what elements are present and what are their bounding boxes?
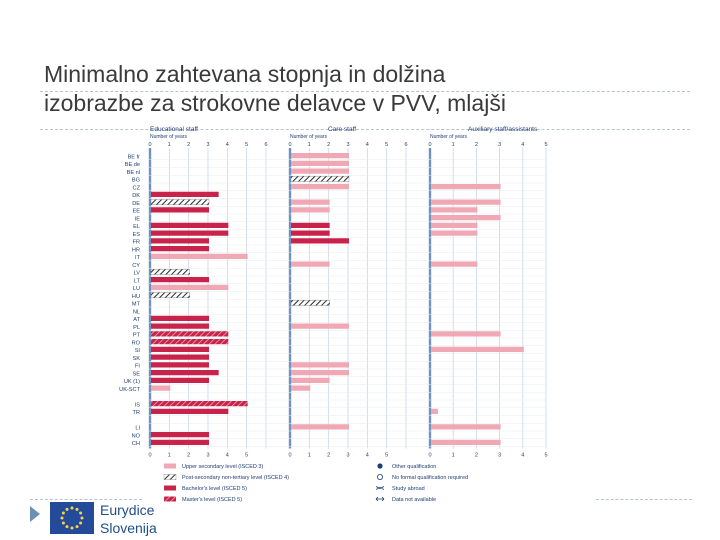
tick-label: 0: [288, 142, 292, 148]
tick-label: 5: [245, 452, 249, 459]
country-label: DE: [132, 200, 140, 207]
bullet-arrow-icon: [30, 506, 40, 522]
legend-swatch: [164, 486, 176, 491]
legend-label: Post-secondary non-tertiary level (ISCED 4): [182, 475, 289, 481]
tick-label: 0: [288, 452, 292, 459]
bar: [151, 269, 190, 274]
country-label: FI: [135, 363, 140, 370]
country-label: NO: [131, 433, 140, 440]
bar: [151, 331, 228, 336]
bar: [291, 424, 349, 429]
legend-item: [164, 464, 263, 471]
bar: [291, 176, 349, 181]
country-label: IE: [134, 216, 140, 223]
bar: [291, 300, 330, 305]
bar: [151, 223, 228, 228]
tick-label: 2: [474, 142, 478, 148]
tick-label: 2: [474, 452, 478, 459]
bar: [151, 316, 209, 321]
country-label: AT: [133, 317, 140, 323]
tick-label: 5: [544, 452, 548, 459]
bar: [151, 192, 219, 197]
country-label: CY: [132, 262, 140, 269]
legend-label: No formal qualification required: [392, 475, 469, 481]
country-label: SE: [132, 371, 140, 378]
tick-label: 4: [225, 452, 229, 459]
bar: [431, 215, 501, 220]
bar: [431, 331, 501, 336]
country-label: CZ: [132, 185, 140, 192]
bar: [291, 207, 330, 212]
legend-label: Upper secondary level (ISCED 3): [182, 464, 264, 470]
bar: [291, 262, 330, 267]
logo-line1: Eurydice: [100, 502, 155, 518]
bar: [151, 231, 228, 236]
title-divider: [40, 91, 690, 92]
legend-item: [164, 486, 247, 493]
country-label: NL: [132, 309, 140, 316]
bar: [431, 207, 477, 212]
bar: [431, 424, 501, 429]
footer-divider-right: [596, 499, 692, 500]
country-label: LT: [133, 278, 140, 285]
tick-label: 0: [428, 142, 432, 148]
tick-label: 5: [245, 142, 249, 148]
tick-label: 4: [225, 142, 229, 148]
country-label: TR: [132, 410, 140, 416]
tick-label: 1: [451, 452, 455, 459]
tick-label: 1: [307, 142, 311, 148]
bar: [291, 223, 330, 228]
bar: [431, 409, 438, 414]
bar: [151, 370, 219, 375]
tick-label: 2: [327, 142, 331, 148]
bar: [431, 231, 477, 236]
tick-label: 1: [307, 452, 311, 459]
bar: [431, 200, 501, 205]
legend-label: Bachelor's level (ISCED 5): [182, 486, 247, 492]
bar: [151, 324, 209, 329]
bar: [291, 386, 310, 391]
tick-label: 6: [264, 142, 268, 148]
country-label: BG: [131, 177, 140, 184]
bar: [151, 238, 209, 243]
legend-item: [377, 474, 468, 481]
tick-label: 3: [498, 452, 502, 459]
eurydice-logo: [30, 498, 210, 540]
eu-flag-icon: [50, 502, 94, 534]
country-label: IS: [134, 402, 140, 409]
bar: [151, 378, 209, 383]
country-label: RO: [131, 340, 140, 347]
chart: [112, 124, 552, 506]
tick-label: 4: [365, 452, 369, 459]
tick-label: 3: [346, 142, 350, 148]
tick-label: 2: [327, 452, 331, 459]
bar: [151, 246, 209, 251]
bar: [291, 169, 349, 174]
slide-title: [44, 60, 684, 118]
bar: [431, 184, 501, 189]
bar: [431, 223, 477, 228]
bar: [151, 207, 209, 212]
country-label: EE: [132, 208, 140, 215]
bar: [151, 409, 228, 414]
legend-label: Data not available: [392, 497, 437, 503]
country-label: PT: [132, 332, 140, 339]
tick-label: 6: [404, 142, 408, 148]
legend-label: Other qualification: [392, 464, 437, 470]
bar: [291, 378, 330, 383]
country-label: UK (1): [123, 379, 140, 385]
country-label: BE nl: [126, 169, 140, 176]
tick-label: 0: [148, 452, 152, 459]
tick-label: 5: [385, 142, 389, 148]
bar: [431, 347, 524, 352]
bar: [151, 386, 170, 391]
legend-item: [376, 486, 425, 492]
country-label: SK: [132, 355, 140, 362]
study-abroad-icon: [376, 487, 384, 490]
country-label: SI: [134, 348, 140, 354]
legend-swatch: [164, 464, 176, 469]
panel-title: Auxiliary staff/assistants: [468, 126, 538, 133]
tick-label: 0: [428, 452, 432, 459]
bar: [431, 262, 477, 267]
data-not-available-icon: [376, 497, 384, 501]
bar: [151, 293, 190, 298]
bar: [291, 238, 349, 243]
bar: [151, 432, 209, 437]
tick-label: 1: [451, 142, 455, 148]
tick-label: 5: [544, 142, 548, 148]
country-label: UK-SCT: [119, 386, 140, 393]
bar: [291, 161, 349, 166]
bar: [291, 231, 330, 236]
slide-title-line1: Minimalno zahtevana stopnja in dolžina: [44, 61, 446, 87]
country-label: FR: [132, 239, 140, 246]
country-label: LV: [133, 270, 140, 277]
bar: [291, 324, 349, 329]
tick-label: 4: [365, 142, 369, 148]
tick-label: 4: [521, 452, 525, 459]
country-label: ES: [132, 231, 140, 238]
tick-label: 1: [167, 452, 171, 459]
other-qualification-icon: [377, 463, 382, 468]
bar: [291, 362, 349, 367]
legend-label: Study abroad: [392, 486, 425, 492]
slide-title-line2: izobrazbe za strokovne delavce v PVV, mlajši: [44, 90, 506, 116]
tick-label: 0: [148, 142, 152, 148]
panel-title: Educational staff: [150, 126, 198, 133]
panel-xlabel: Number of years: [150, 134, 187, 140]
tick-label: 3: [206, 452, 210, 459]
tick-label: 3: [206, 142, 210, 148]
bar: [151, 277, 209, 282]
no-qualification-icon: [377, 474, 382, 479]
bar: [151, 200, 209, 205]
tick-label: 1: [167, 142, 171, 148]
country-label: IT: [135, 255, 140, 261]
logo-line2: Slovenija: [100, 520, 157, 536]
legend-swatch: [164, 475, 176, 480]
tick-label: 5: [385, 452, 389, 459]
country-label: BE fr: [127, 154, 140, 161]
bar: [151, 285, 228, 290]
legend-item: [164, 475, 289, 482]
bar: [151, 254, 248, 259]
country-label: CH: [131, 441, 140, 447]
legend-item: [376, 497, 436, 503]
tick-label: 2: [187, 452, 191, 459]
bar: [151, 339, 228, 344]
bar: [291, 200, 330, 205]
bar: [151, 440, 209, 445]
country-label: LU: [132, 286, 140, 292]
country-label: EL: [133, 224, 140, 230]
bar: [151, 362, 209, 367]
bar: [151, 401, 248, 406]
country-label: HU: [131, 293, 140, 300]
bar: [291, 153, 349, 158]
tick-label: 4: [521, 142, 525, 148]
panel-title: Care staff: [328, 126, 357, 133]
bar: [291, 370, 349, 375]
bar: [431, 440, 501, 445]
bar: [151, 355, 209, 360]
bar: [291, 184, 349, 189]
country-label: MT: [131, 301, 140, 308]
panel-xlabel: Number of years: [290, 134, 327, 140]
tick-label: 3: [498, 142, 502, 148]
country-label: BE de: [124, 162, 140, 168]
bar: [151, 347, 209, 352]
legend-label: Master's level (ISCED 5): [182, 497, 243, 503]
country-label: HR: [131, 247, 140, 254]
country-label: PL: [133, 324, 140, 331]
legend-item: [377, 463, 436, 470]
tick-label: 2: [187, 142, 191, 148]
country-label: LI: [135, 425, 140, 432]
panel-xlabel: Number of years: [430, 134, 467, 140]
country-label: DK: [132, 193, 140, 199]
tick-label: 3: [346, 452, 350, 459]
